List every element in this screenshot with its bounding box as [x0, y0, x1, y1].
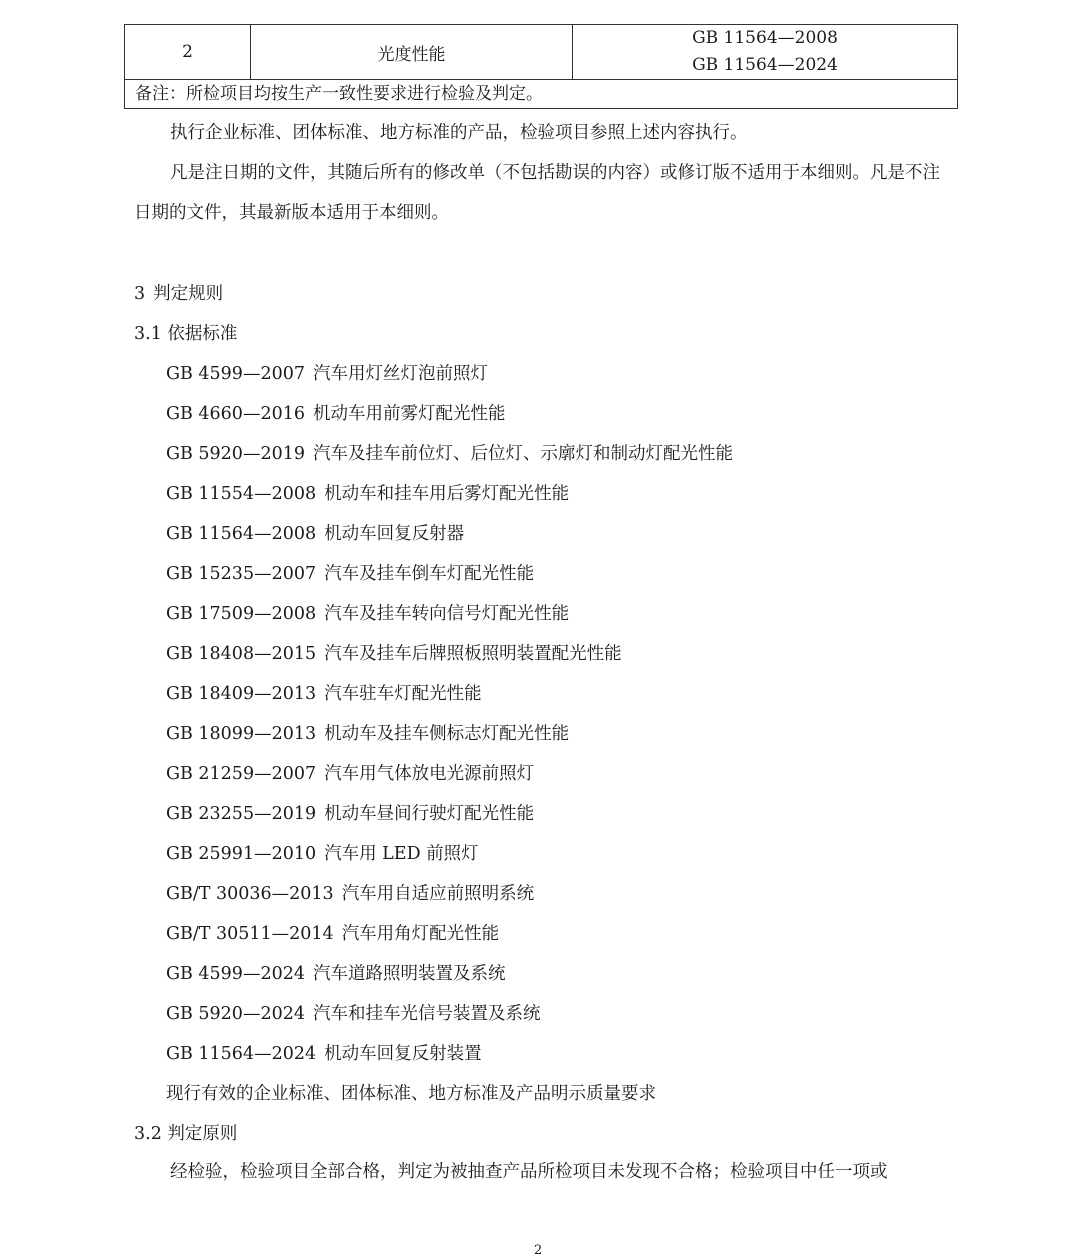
list-item: [166, 962, 505, 986]
standard-title: 机动车回复反射装置: [324, 1044, 482, 1064]
standards-note: 现行有效的企业标准、团体标准、地方标准及产品明示质量要求: [166, 1084, 656, 1104]
standard-title: 机动车和挂车用后雾灯配光性能: [324, 484, 570, 504]
list-item: [166, 562, 534, 586]
standard-title: 汽车用自适应前照明系统: [341, 884, 535, 904]
table-note-row: [125, 80, 958, 109]
list-item: [166, 482, 569, 506]
standard-title: 机动车及挂车侧标志灯配光性能: [324, 724, 570, 744]
list-item: [166, 682, 482, 706]
list-item: [166, 602, 569, 626]
standard-title: 汽车道路照明装置及系统: [312, 964, 506, 984]
standard-code: GB 4660—2016: [166, 404, 305, 424]
standard-title: 汽车驻车灯配光性能: [324, 684, 482, 704]
section-3-number: 3: [134, 284, 146, 304]
standard-title: 汽车用气体放电光源前照灯: [324, 764, 535, 784]
standard-code: GB 11554—2008: [166, 484, 317, 504]
standard-title: 汽车用 LED 前照灯: [324, 844, 479, 864]
standard-code: GB 21259—2007: [166, 764, 317, 784]
section-3-heading: [134, 282, 223, 306]
list-item: [166, 442, 733, 466]
page-number: 2: [534, 1243, 543, 1258]
section-3-1-title: 依据标准: [167, 324, 238, 344]
standard-code: GB 18099—2013: [166, 724, 317, 744]
table-note: 备注：所检项目均按生产一致性要求进行检验及判定。: [125, 80, 958, 109]
standard-title: 汽车及挂车倒车灯配光性能: [324, 564, 535, 584]
list-item: [166, 642, 622, 666]
row-standard-1: GB 11564—2008: [692, 28, 838, 48]
standard-title: 汽车及挂车前位灯、后位灯、示廓灯和制动灯配光性能: [312, 444, 733, 464]
standard-code: GB 23255—2019: [166, 804, 317, 824]
list-item: [166, 802, 534, 826]
inspection-items-table: [124, 24, 958, 109]
standard-title: 汽车用灯丝灯泡前照灯: [312, 364, 488, 384]
section-3-2-number: 3.2: [134, 1124, 162, 1144]
standard-title: 机动车回复反射器: [324, 524, 465, 544]
standard-code: GB 4599—2024: [166, 964, 305, 984]
standard-title: 机动车用前雾灯配光性能: [312, 404, 506, 424]
standard-code: GB 11564—2024: [166, 1044, 317, 1064]
standard-code: GB 17509—2008: [166, 604, 317, 624]
standard-code: GB 15235—2007: [166, 564, 317, 584]
section-3-title: 判定规则: [153, 284, 224, 304]
standard-title: 汽车用角灯配光性能: [341, 924, 500, 944]
standard-title: 汽车及挂车转向信号灯配光性能: [324, 604, 570, 624]
list-item: [166, 1002, 540, 1026]
standard-code: GB 4599—2007: [166, 364, 305, 384]
section-3-2-heading: [134, 1122, 237, 1146]
list-item: [166, 882, 534, 906]
standard-title: 机动车昼间行驶灯配光性能: [324, 804, 535, 824]
paragraph-enterprise-standards: 执行企业标准、团体标准、地方标准的产品，检验项目参照上述内容执行。: [170, 123, 748, 143]
paragraph-judgment-principle: 经检验，检验项目全部合格，判定为被抽查产品所检项目未发现不合格；检验项目中任一项或: [170, 1162, 888, 1182]
row-standard-2: GB 11564—2024: [692, 55, 838, 75]
row-item: 光度性能: [251, 25, 573, 80]
section-3-2-title: 判定原则: [167, 1124, 238, 1144]
list-item: [166, 362, 488, 386]
standard-code: GB 11564—2008: [166, 524, 317, 544]
list-item: [166, 722, 569, 746]
list-item: [166, 922, 499, 946]
section-3-1-number: 3.1: [134, 324, 162, 344]
standard-code: GB/T 30511—2014: [166, 924, 334, 944]
row-standards: [573, 25, 958, 80]
list-item: [166, 1042, 482, 1066]
list-item: [166, 842, 479, 866]
table-row: [125, 25, 958, 80]
list-item: [166, 402, 505, 426]
row-number: 2: [125, 25, 251, 80]
standard-code: GB 5920—2019: [166, 444, 305, 464]
standard-title: 汽车及挂车后牌照板照明装置配光性能: [324, 644, 622, 664]
standard-code: GB 25991—2010: [166, 844, 317, 864]
paragraph-dated-documents: 凡是注日期的文件，其随后所有的修改单（不包括勘误的内容）或修订版不适用于本细则。凡是不注日期的文件，其最新版本适用于本细则。: [134, 163, 940, 223]
standard-code: GB/T 30036—2013: [166, 884, 334, 904]
section-3-1-heading: [134, 322, 237, 346]
standard-code: GB 5920—2024: [166, 1004, 305, 1024]
list-item: [166, 762, 534, 786]
list-item: [166, 522, 464, 546]
standard-code: GB 18408—2015: [166, 644, 317, 664]
standard-code: GB 18409—2013: [166, 684, 317, 704]
standard-title: 汽车和挂车光信号装置及系统: [312, 1004, 541, 1024]
